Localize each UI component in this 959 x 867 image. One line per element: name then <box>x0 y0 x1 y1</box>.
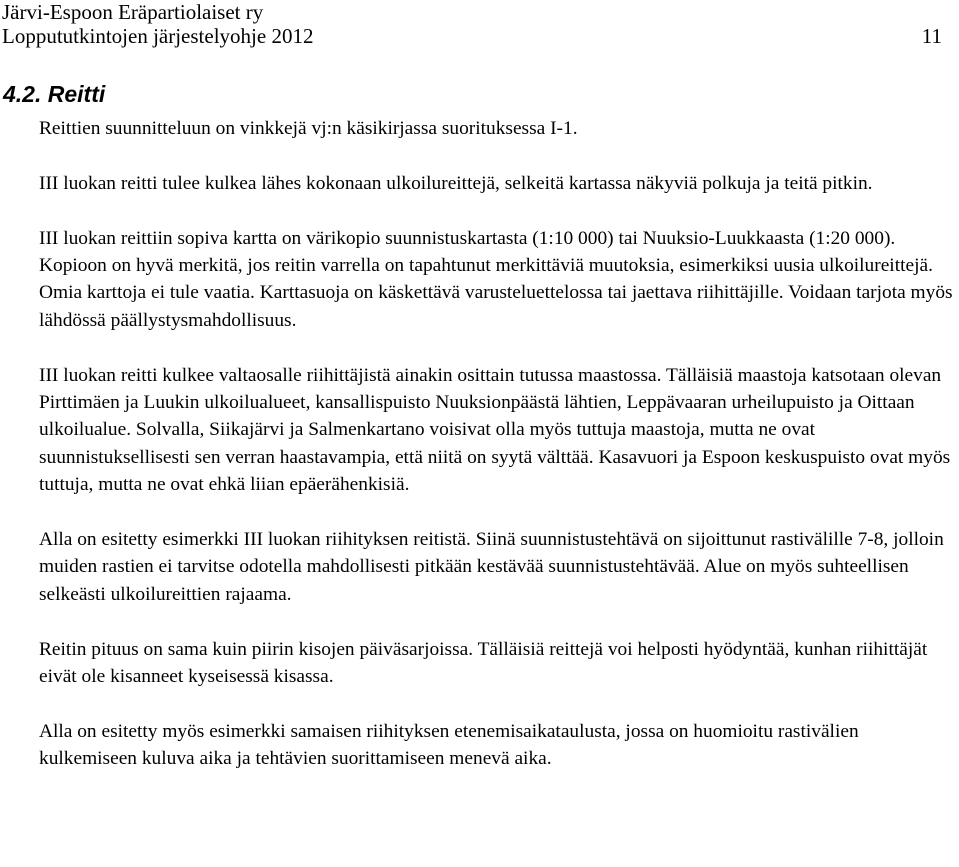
paragraph-route-length: Reitin pituus on sama kuin piirin kisojen päiväsarjoissa. Tälläisiä reittejä voi helposti hyödyntää, kunhan riihittäjät eivät ole kisanneet kyseisessä kisassa. <box>39 638 928 688</box>
paragraph-guide-reference: Reittien suunnitteluun on vinkkejä vj:n käsikirjassa suorituksessa I-1. <box>39 118 578 139</box>
paragraph-example-route: Alla on esitetty esimerkki III luokan riihityksen reitistä. Siinä suunnistustehtävä on sijoittunut rastivälille 7-8, jolloin muiden rastien ei tarvitse odotella mahdollisesti pitkään kestävää suunnistustehtävää. Alue on myös suhteellisen selkeästi ulkoilureittien rajaama. <box>39 529 944 605</box>
document-title: Loppututkintojen järjestelyohje 2012 <box>2 24 314 48</box>
organization-name: Järvi-Espoon Eräpartiolaiset ry <box>2 0 264 24</box>
paragraph-route-trails: III luokan reitti tulee kulkea lähes kokonaan ulkoilureittejä, selkeitä kartassa näkyviä polkuja ja teitä pitkin. <box>39 172 873 194</box>
section-heading: 4.2. Reitti <box>3 81 106 107</box>
page-header <box>2 0 950 48</box>
paragraph-map-choice: III luokan reittiin sopiva kartta on värikopio suunnistuskartasta (1:10 000) tai Nuuksio-Luukkaasta (1:20 000). Kopioon on hyvä merkitä, jos reitin varrella on tapahtunut merkittäviä muutoksia, esimerkiksi uusia ulkoilureittejä. Omia karttoja ei tule vaatia. Karttasuoja on käskettävä varusteluettelossa tai jaettava riihittäjille. Voidaan tarjota myös lähdössä päällystysmahdollisuus. <box>39 227 953 331</box>
paragraph-example-schedule: Alla on esitetty myös esimerkki samaisen riihityksen etenemisaikataulusta, jossa on huomioitu rastivälien kulkemiseen kuluva aika ja tehtävien suorittamiseen menevä aika. <box>39 720 859 770</box>
paragraph-familiar-terrain: III luokan reitti kulkee valtaosalle riihittäjistä ainakin osittain tutussa maastossa. Tälläisiä maastoja katsotaan olevan Pirttimäen ja Luukin ulkoilualueet, kansallispuisto Nuuksionpäästä lähtien, Leppävaaran urheilupuisto ja Oittaan ulkoilualue. Solvalla, Siikajärvi ja Salmenkartano voisivat olla myös tuttuja maastoja, mutta ne ovat suunnistuksellisesti sen verran haastavampia, että niitä on syytä välttää. Kasavuori ja Espoon keskuspuisto ovat myös tuttuja, mutta ne ovat ehkä liian epäerähenkisiä. <box>39 364 951 496</box>
page-number: 11 <box>921 24 942 48</box>
header-second-row <box>2 24 950 48</box>
body-text <box>39 115 957 800</box>
